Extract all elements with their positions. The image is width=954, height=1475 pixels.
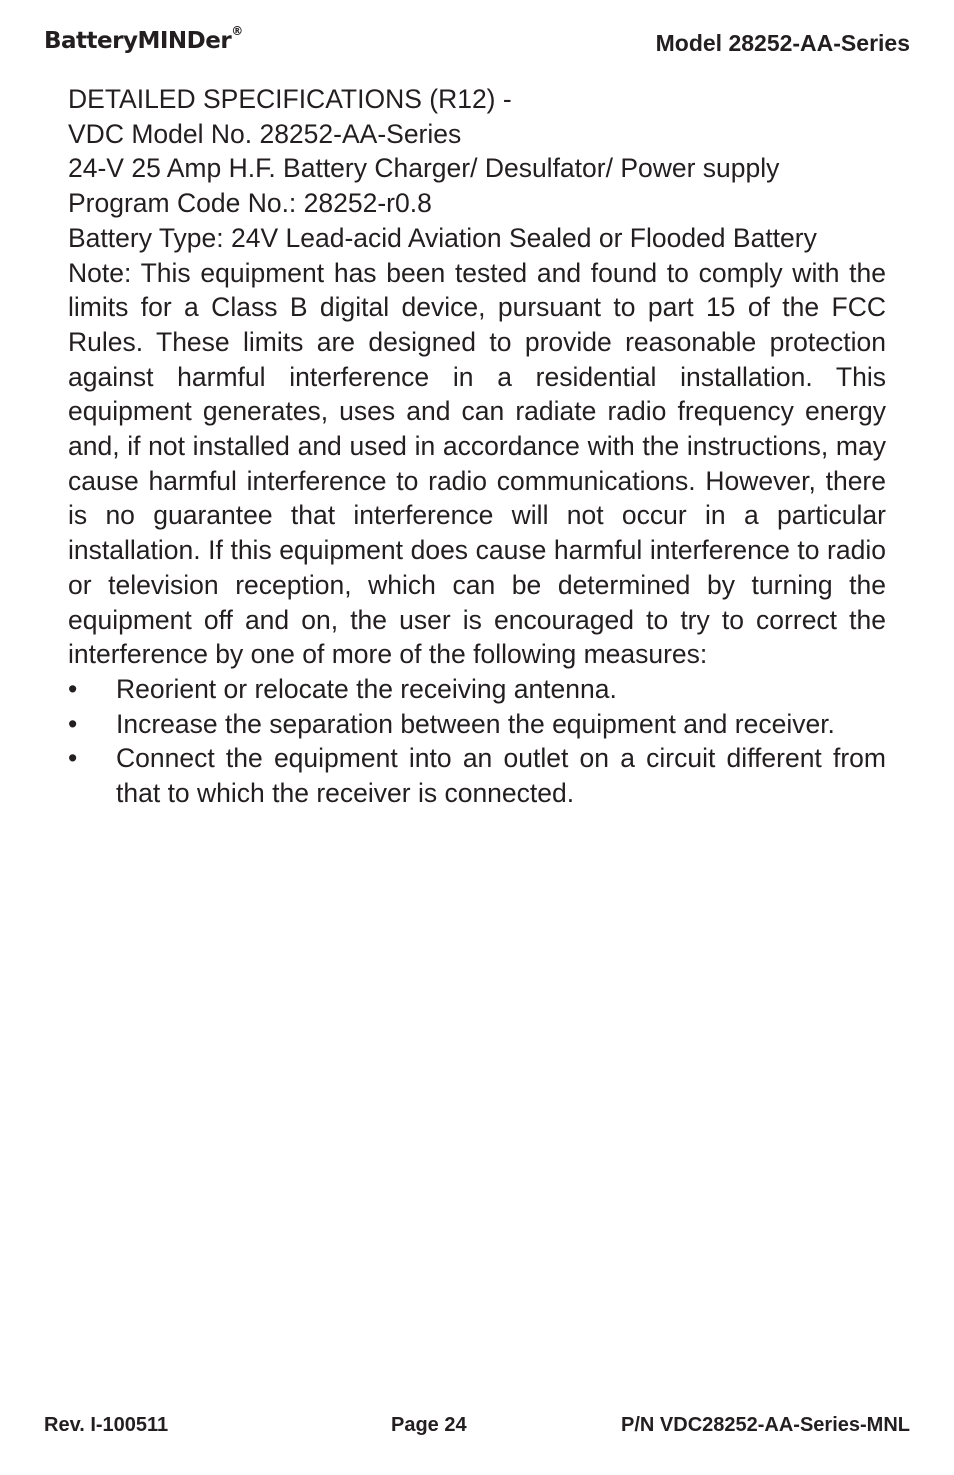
specifications-section [68,82,886,811]
bullet-item-reorient [68,672,886,707]
spec-program-code: Program Code No.: 28252-r0.8 [68,188,432,219]
fcc-note: Note: This equipment has been tested and found to comply with the limits for a Class B digital device, pursuant to part 15 of the FCC Rules. These limits are designed to provide reasonable protection against harmful interference in a residential installation. This equipment generates, uses and can radiate radio frequency energy and, if not installed and used in accordance with the instructions, may cause harmful interference to radio communications. However, there is no guarantee that interference will not occur in a particular installation. If this equipment does cause harmful interference to radio or television reception, which can be determined by turning the equipment off and on, the user is encouraged to try to correct the interference by one of more of the following measures: [68,257,886,670]
page-header [44,26,910,62]
spec-title: DETAILED SPECIFICATIONS (R12) - [68,84,512,114]
bullet-dot-icon: • [68,743,78,774]
page-number: Page 24 [391,1414,467,1436]
revision-label: Rev. I-100511 [44,1414,169,1436]
bullet-dot-icon: • [68,673,78,704]
part-number: P/N VDC28252-AA-Series-MNL [621,1414,910,1436]
spec-model-number: VDC Model No. 28252-AA-Series [68,118,462,149]
bullet-text: Connect the equipment into an outlet on a circuit different from that to which the receiver is connected. [116,743,886,809]
model-title: Model 28252-AA-Series [655,30,910,56]
page-footer [44,1414,910,1444]
registered-mark: ® [231,24,243,39]
brand-name: BatteryMINDer [44,28,232,54]
brand-logo [44,24,243,54]
bullet-text: Reorient or relocate the receiving antenna. [116,673,617,704]
bullet-text: Increase the separation between the equipment and receiver. [116,708,835,739]
spec-battery-type: Battery Type: 24V Lead-acid Aviation Sealed or Flooded Battery [68,222,817,253]
bullet-dot-icon: • [68,708,78,739]
spec-description: 24-V 25 Amp H.F. Battery Charger/ Desulfator/ Power supply [68,153,780,184]
bullet-item-outlet [68,741,886,810]
bullet-item-separation [68,707,886,742]
